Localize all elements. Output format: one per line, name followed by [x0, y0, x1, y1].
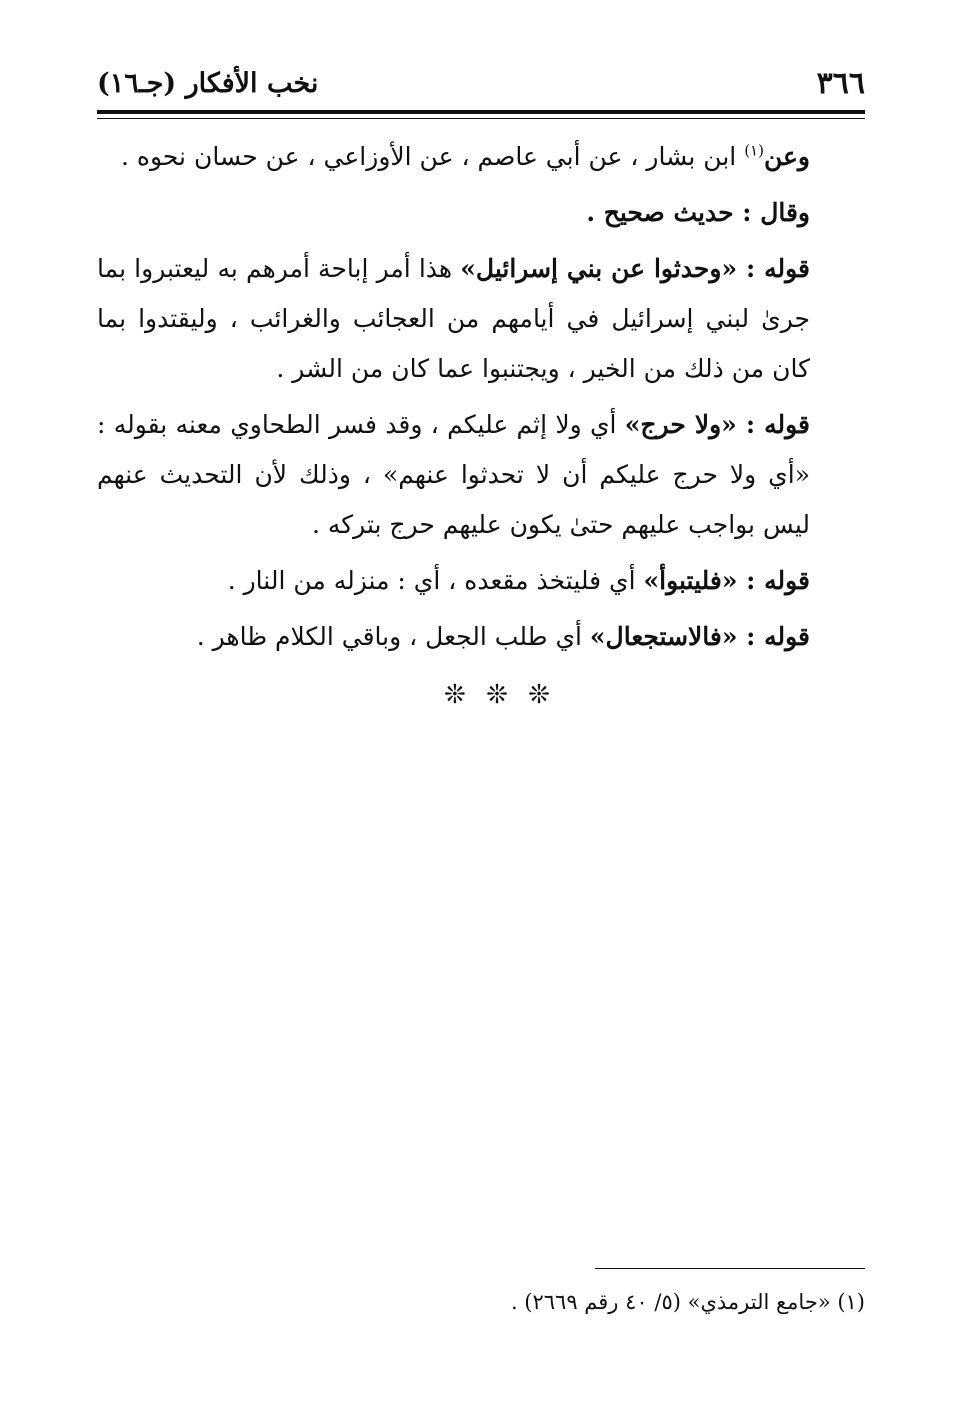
paragraph-commentary-4 — [97, 612, 865, 662]
paragraph-commentary-3 — [97, 556, 865, 606]
paragraph-lead: وقال : حديث صحيح . — [586, 198, 810, 227]
paragraph-text: ابن بشار ، عن أبي عاصم ، عن الأوزاعي ، عن حسان نحوه . — [121, 142, 745, 171]
paragraph-lead: قوله : «ولا حرج» — [624, 410, 810, 439]
paragraph-commentary-2 — [97, 400, 865, 550]
page-header — [97, 62, 865, 102]
paragraph-lead: وعن — [763, 142, 810, 171]
main-text — [97, 132, 865, 668]
page-number: ٣٦٦ — [816, 66, 865, 101]
paragraph-text: أي طلب الجعل ، وباقي الكلام ظاهر . — [196, 622, 590, 651]
running-title: نخب الأفكار (جـ١٦) — [97, 68, 319, 99]
header-rule-thin — [97, 118, 865, 119]
footnote-reference[interactable]: (١) — [744, 141, 764, 160]
footnote-rule — [595, 1268, 865, 1269]
paragraph-lead: قوله : «فالاستجعال» — [589, 622, 810, 651]
paragraph-chain — [97, 132, 865, 182]
footnote: (١) «جامع الترمذي» (٥/ ٤٠ رقم ٢٦٦٩) . — [510, 1290, 865, 1314]
section-separator: ❊ ❊ ❊ — [444, 680, 556, 710]
paragraph-lead: قوله : «وحدثوا عن بني إسرائيل» — [460, 254, 810, 283]
paragraph-text: أي فليتخذ مقعده ، أي : منزله من النار . — [227, 566, 644, 595]
paragraph-text: هذا أمر إباحة أمرهم به ليعتبروا بما جرىٰ لبني إسرائيل في أيامهم من العجائب والغرائب ، وليقتدوا بما كان من ذلك من الخير ، ويجتنبوا عما كان من الشر . — [97, 254, 810, 383]
header-rule-thick — [97, 110, 865, 114]
paragraph-verdict — [97, 188, 865, 238]
paragraph-lead: قوله : «فليتبوأ» — [643, 566, 810, 595]
paragraph-commentary-1 — [97, 244, 865, 394]
paragraph-text: أي ولا إثم عليكم ، وقد فسر الطحاوي معنه بقوله : «أي ولا حرج عليكم أن لا تحدثوا عنهم» ، وذلك لأن التحديث عنهم ليس بواجب عليهم حتىٰ يكون عليهم حرج بتركه . — [97, 410, 810, 539]
